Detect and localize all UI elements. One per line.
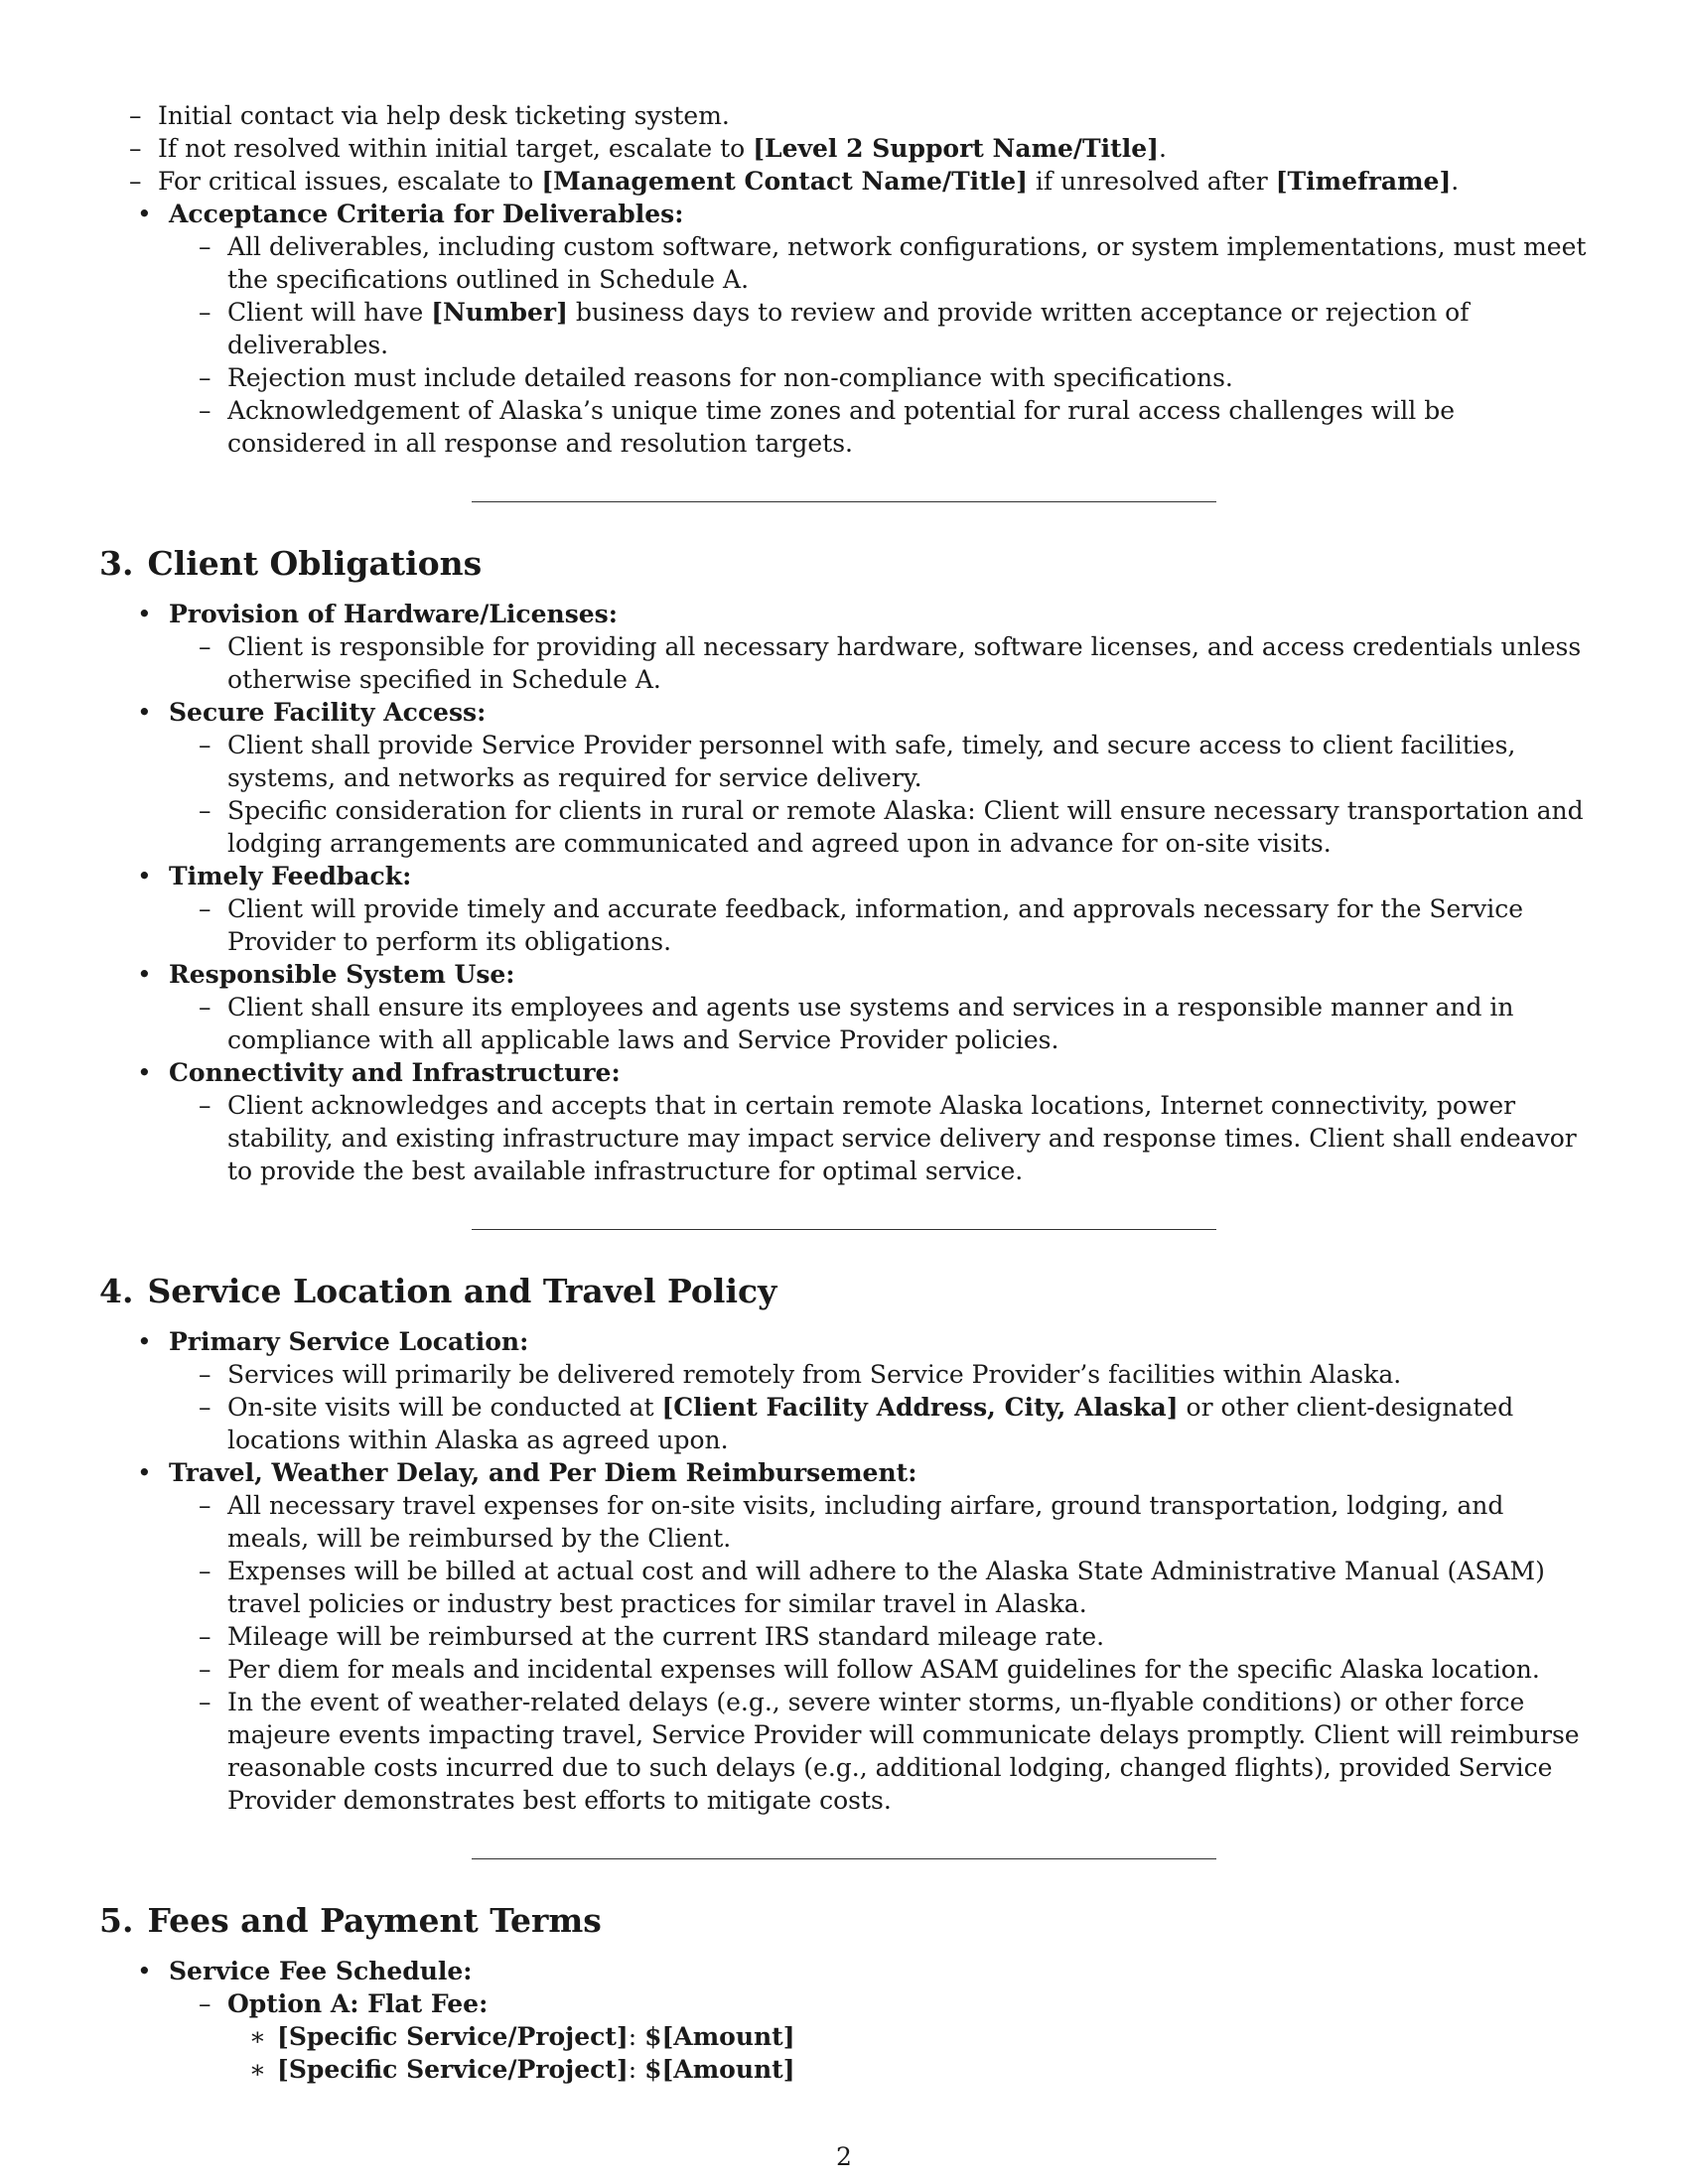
section-heading: 5. Fees and Payment Terms (99, 1901, 602, 1940)
list-item: • Primary Service Location: – Services will primarily be delivered remotely from Service Provider’s facilities within Alaska. – On-site visits will be conducted at [Client Facility Address, City, Alaska] or other client-designated locations within Alaska as agreed upon. (99, 1325, 1589, 1456)
list-item: – Services will primarily be delivered remotely from Service Provider’s facilities within Alaska. (169, 1358, 1589, 1391)
list-item: – Client will have [Number] business days to review and provide written acceptance or rejection of deliverables. (169, 296, 1589, 361)
list-item: • Service Fee Schedule: – Option A: Flat Fee: ∗ [Specific Service/Project]: $[Amount] ∗ [Specific Service/Project]: $[Amount] (99, 1955, 1589, 2086)
section-divider (472, 501, 1216, 502)
list-item: – Initial contact via help desk ticketing system. (99, 99, 1589, 132)
list-item: – Client shall provide Service Provider personnel with safe, timely, and secure access to client facilities, systems, and networks as required for service delivery. (169, 729, 1589, 794)
list-item: – Option A: Flat Fee: ∗ [Specific Service/Project]: $[Amount] ∗ [Specific Service/Project]: $[Amount] (169, 1987, 1589, 2086)
list-item: – If not resolved within initial target, escalate to [Level 2 Support Name/Title]. (99, 132, 1589, 165)
document-page (99, 99, 1589, 2086)
list-item: – All necessary travel expenses for on-site visits, including airfare, ground transportation, lodging, and meals, will be reimbursed by the Client. (169, 1489, 1589, 1555)
list-item: – Acknowledgement of Alaska’s unique time zones and potential for rural access challenges will be considered in all response and resolution targets. (169, 394, 1589, 460)
list-item: ∗ [Specific Service/Project]: $[Amount] (227, 2053, 1589, 2086)
list-item: • Provision of Hardware/Licenses: – Client is responsible for providing all necessary hardware, software licenses, and access credentials unless otherwise specified in Schedule A. (99, 598, 1589, 696)
acceptance-list (99, 198, 1589, 460)
client-obligations-list (99, 598, 1589, 1187)
section-divider (472, 1858, 1216, 1859)
list-item: – Client acknowledges and accepts that in certain remote Alaska locations, Internet connectivity, power stability, and existing infrastructure may impact service delivery and response times. Client shall endeavor to provide the best available infrastructure for optimal service. (169, 1089, 1589, 1187)
list-item: • Travel, Weather Delay, and Per Diem Reimbursement: – All necessary travel expenses for on-site visits, including airfare, ground transportation, lodging, and meals, will be reimbursed by the Client. – Expenses will be billed at actual cost and will adhere to the Alaska State Administrative Manual (ASAM) travel policies or industry best practices for similar travel in Alaska. – Mileage will be reimbursed at the current IRS standard mileage rate. – Per diem for meals and incidental expenses will follow ASAM guidelines for the specific Alaska location. – In the event of weather-related delays (e.g., severe winter storms, un-flyable conditions) or other force majeure events impacting travel, Service Provider will communicate delays promptly. Client will reimburse reasonable costs incurred due to such delays (e.g., additional lodging, changed flights), provided Service Provider demonstrates best efforts to mitigate costs. (99, 1456, 1589, 1817)
list-item: • Responsible System Use: – Client shall ensure its employees and agents use systems and services in a responsible manner and in compliance with all applicable laws and Service Provider policies. (99, 958, 1589, 1056)
fees-list (99, 1955, 1589, 2086)
escalation-list (99, 99, 1589, 198)
list-item: – Expenses will be billed at actual cost and will adhere to the Alaska State Administrative Manual (ASAM) travel policies or industry best practices for similar travel in Alaska. (169, 1555, 1589, 1620)
list-item: ∗ [Specific Service/Project]: $[Amount] (227, 2020, 1589, 2053)
list-item: – Client is responsible for providing all necessary hardware, software licenses, and access credentials unless otherwise specified in Schedule A. (169, 630, 1589, 696)
list-item: – Rejection must include detailed reasons for non-compliance with specifications. (169, 361, 1589, 394)
list-item: – Client will provide timely and accurate feedback, information, and approvals necessary for the Service Provider to perform its obligations. (169, 892, 1589, 958)
list-item: – Per diem for meals and incidental expenses will follow ASAM guidelines for the specific Alaska location. (169, 1653, 1589, 1686)
list-item: – Client shall ensure its employees and agents use systems and services in a responsible manner and in compliance with all applicable laws and Service Provider policies. (169, 991, 1589, 1056)
list-item: – On-site visits will be conducted at [Client Facility Address, City, Alaska] or other client-designated locations within Alaska as agreed upon. (169, 1391, 1589, 1456)
section-divider (472, 1229, 1216, 1230)
list-item: • Connectivity and Infrastructure: – Client acknowledges and accepts that in certain remote Alaska locations, Internet connectivity, power stability, and existing infrastructure may impact service delivery and response times. Client shall endeavor to provide the best available infrastructure for optimal service. (99, 1056, 1589, 1187)
list-item: – Specific consideration for clients in rural or remote Alaska: Client will ensure necessary transportation and lodging arrangements are communicated and agreed upon in advance for on-site visits. (169, 794, 1589, 860)
list-item: • Secure Facility Access: – Client shall provide Service Provider personnel with safe, timely, and secure access to client facilities, systems, and networks as required for service delivery. – Specific consideration for clients in rural or remote Alaska: Client will ensure necessary transportation and lodging arrangements are communicated and agreed upon in advance for on-site visits. (99, 696, 1589, 860)
list-item: – Mileage will be reimbursed at the current IRS standard mileage rate. (169, 1620, 1589, 1653)
section-heading: 4. Service Location and Travel Policy (99, 1272, 777, 1310)
list-item: • Timely Feedback: – Client will provide timely and accurate feedback, information, and approvals necessary for the Service Provider to perform its obligations. (99, 860, 1589, 958)
list-item: – For critical issues, escalate to [Management Contact Name/Title] if unresolved after [Timeframe]. (99, 165, 1589, 198)
page-number: 2 (836, 2142, 852, 2171)
item-heading: Acceptance Criteria for Deliverables: (169, 200, 684, 228)
service-location-list (99, 1325, 1589, 1817)
section-heading: 3. Client Obligations (99, 544, 483, 583)
list-item (99, 198, 1589, 460)
list-item: – In the event of weather-related delays (e.g., severe winter storms, un-flyable conditions) or other force majeure events impacting travel, Service Provider will communicate delays promptly. Client will reimburse reasonable costs incurred due to such delays (e.g., additional lodging, changed flights), provided Service Provider demonstrates best efforts to mitigate costs. (169, 1686, 1589, 1817)
list-item: – All deliverables, including custom software, network configurations, or system implementations, must meet the specifications outlined in Schedule A. (169, 230, 1589, 296)
